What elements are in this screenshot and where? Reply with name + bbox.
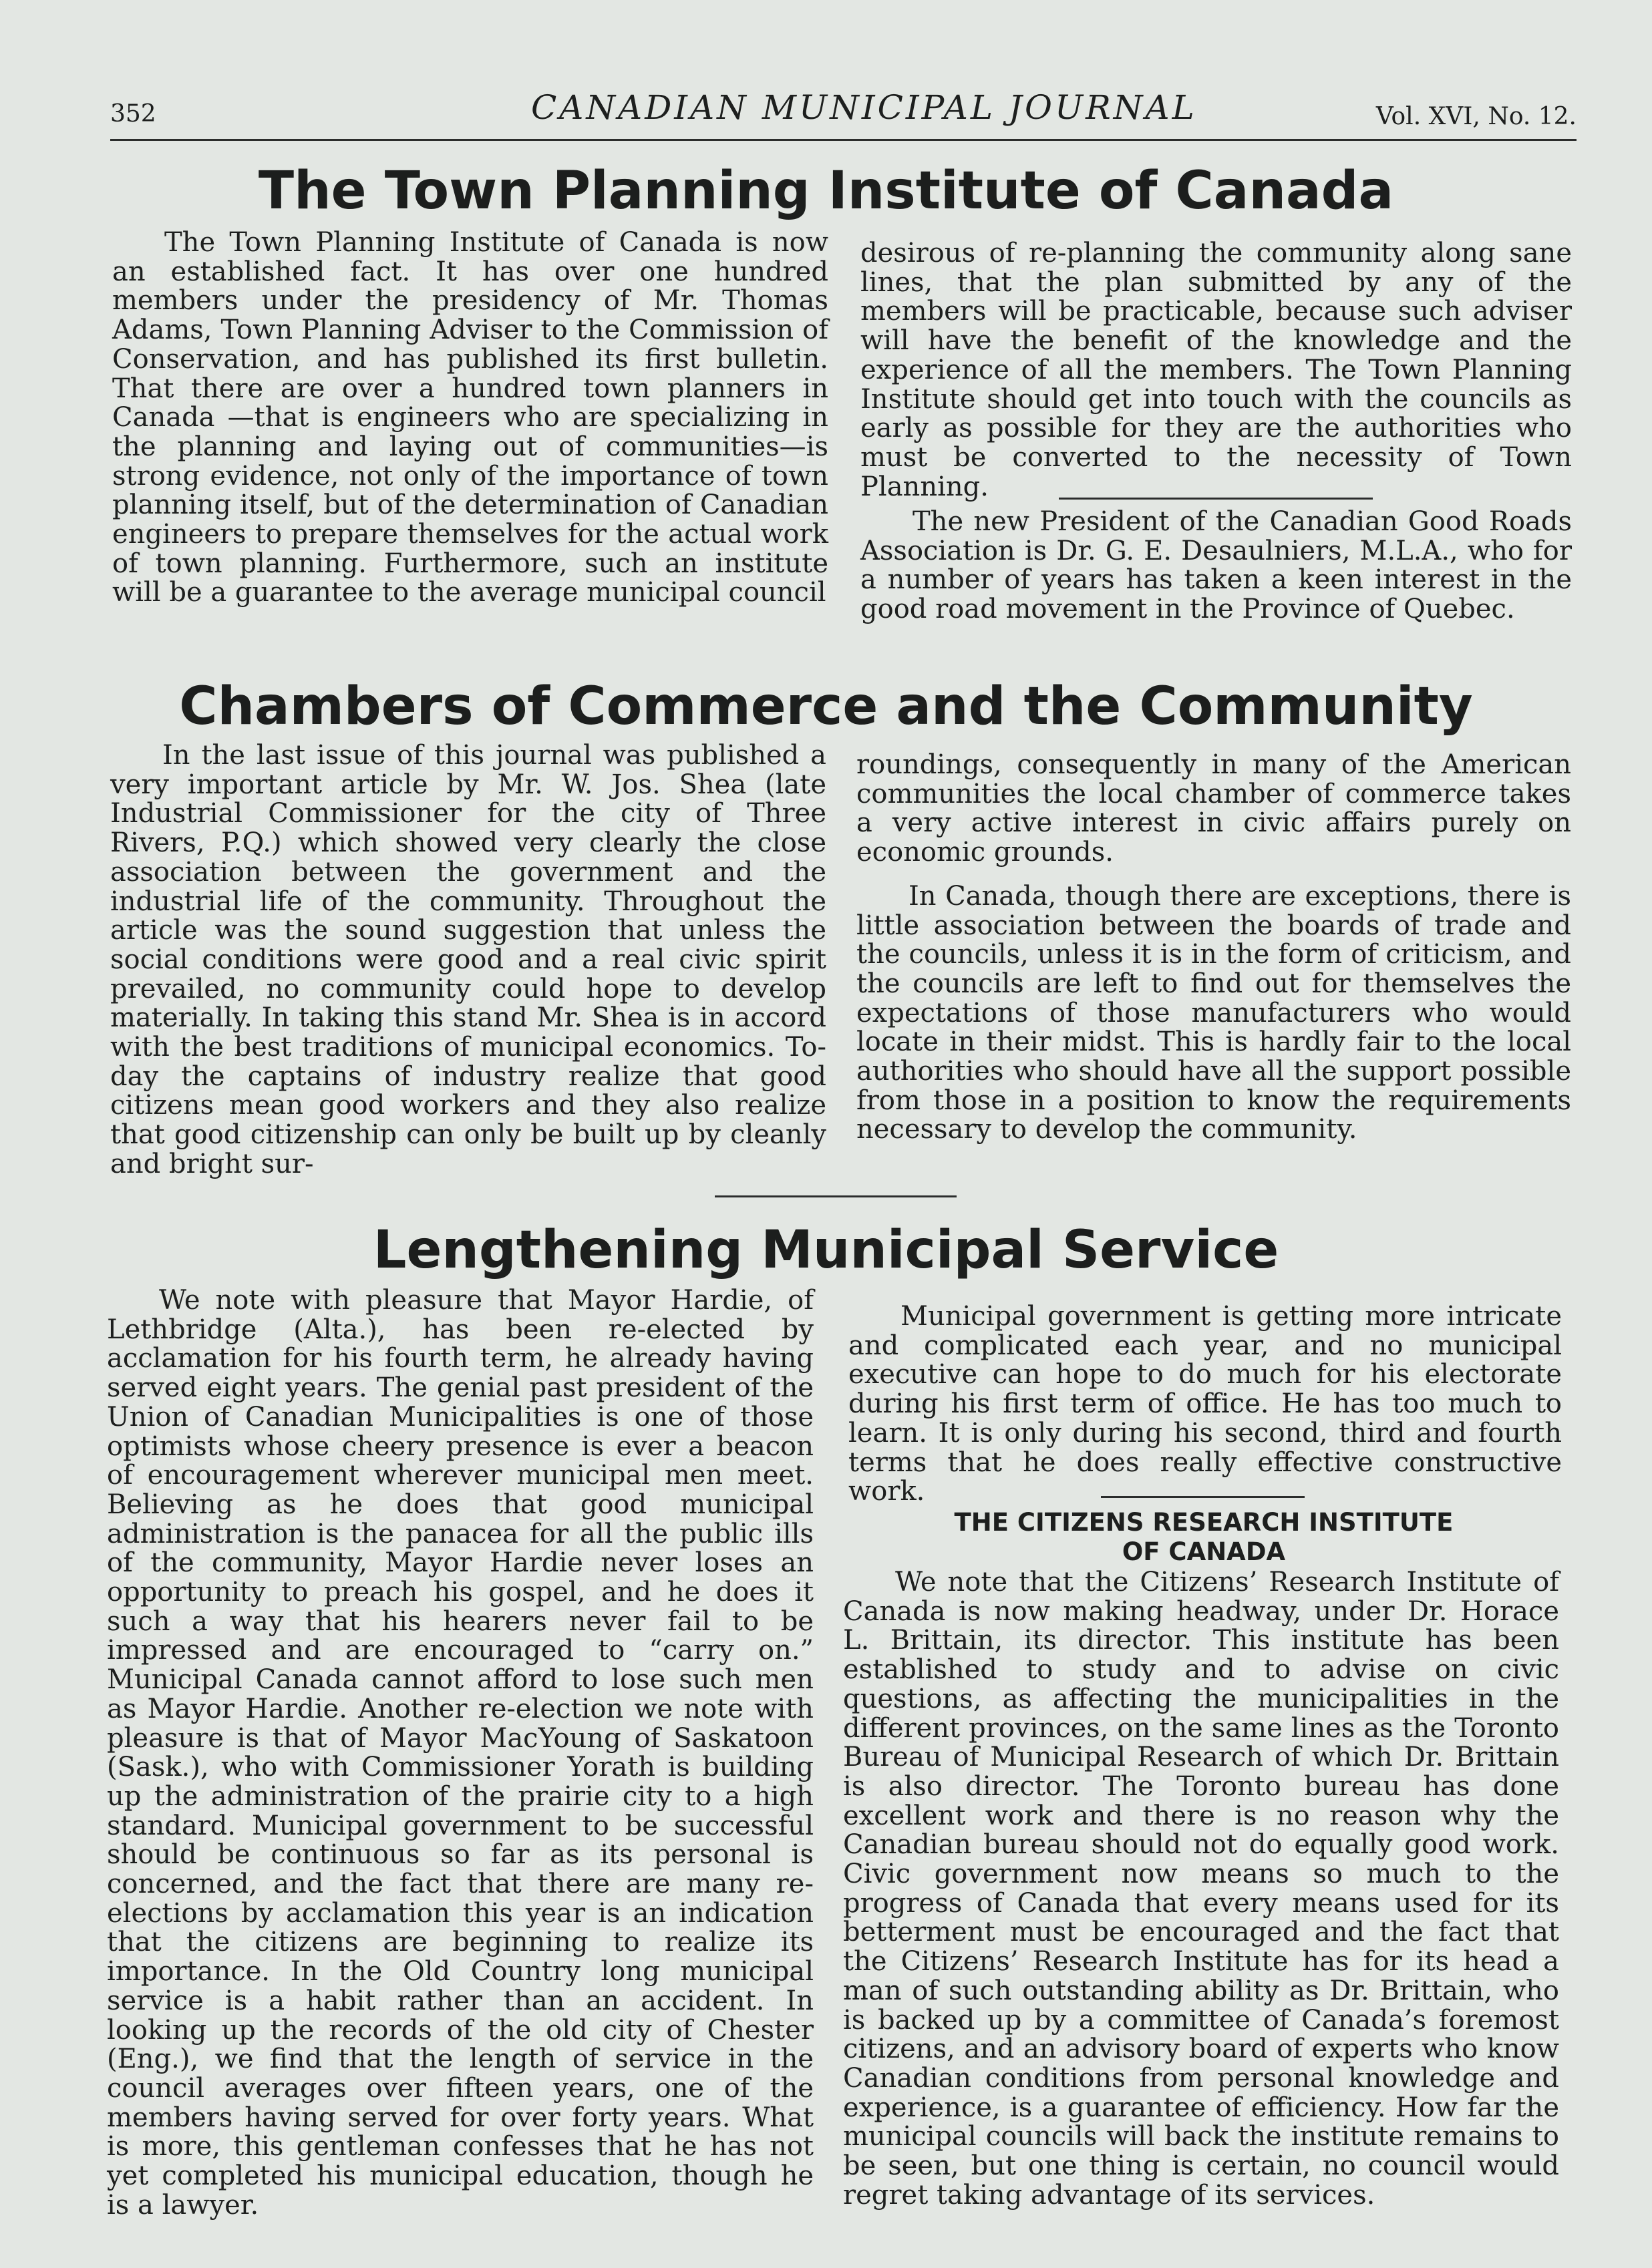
chambers-para1: In the last issue of this journal was published a very important article by Mr. W. Jos. Shea (late Industrial Commissioner for the city of Three Rivers, P.Q.) which showed very clearly the close association between the government and the industrial life of the community. Throughout the article was the sound suggestion that unless the social conditions were good and a real civic spirit prevailed, no community could hope to develop materially. In taking this stand Mr. Shea is in accord with the best traditions of municipal economics. To-day the captains of industry realize that good citizens mean good workers and they also realize that good citizenship can only be built up by cleanly and bright sur- <box>110 740 826 1179</box>
citizens-research-heading <box>843 1508 1564 1567</box>
town-planning-col2 <box>860 239 1572 502</box>
lengthening-col1 <box>107 1286 814 2221</box>
volume-number: Vol. XVI, No. 12. <box>1375 103 1577 130</box>
page-header <box>110 88 1577 141</box>
chambers-col2 <box>856 751 1571 1145</box>
chambers-para2: roundings, consequently in many of the American communities the local chamber of commerce takes a very active interest in civic affairs purely on economic grounds. <box>856 749 1571 868</box>
column-divider-rule <box>1059 498 1373 500</box>
section-divider-rule <box>715 1195 957 1197</box>
good-roads-note <box>860 508 1572 624</box>
lengthening-title: Lengthening Municipal Service <box>373 1220 1279 1280</box>
town-planning-para1: The Town Planning Institute of Canada is now an established fact. It has over one hundred members under the presidency of Mr. Thomas Adams, Town Planning Adviser to the Commission of Conservation, and has published its first bulletin. That there are over a hundred town planners in Canada —that is engineers who are specializing in the planning and laying out of communities—is strong evidence, not only of the importance of town planning itself, but of the determination of Canadian engineers to prepare themselves for the actual work of town planning. Furthermore, such an institute will be a guarantee to the average municipal council <box>112 227 828 608</box>
chambers-col1 <box>110 741 826 1179</box>
lengthening-col2 <box>848 1302 1562 1507</box>
citizens-research-heading-line1: THE CITIZENS RESEARCH INSTITUTE <box>954 1508 1454 1537</box>
citizens-research-body <box>843 1568 1559 2210</box>
lengthening-para2: Municipal government is getting more intricate and complicated each year, and no municipal executive can hope to do much for his electorate during his first term of office. He has too much to learn. It is only during his second, third and fourth terms that he does really effective constructive work. <box>848 1301 1562 1507</box>
town-planning-title: The Town Planning Institute of Canada <box>258 161 1394 221</box>
town-planning-para2: desirous of re-planning the community along sane lines, that the plan submitted by any of the members will be practicable, because such adviser will have the benefit of the knowledge and the experience of all the members. The Town Planning Institute should get into touch with the councils as early as possible for they are the authorities who must be converted to the necessity of Town Planning. <box>860 238 1572 502</box>
subsection-divider-rule <box>1101 1496 1305 1498</box>
chambers-para3: In Canada, though there are exceptions, there is little association between the boards of trade and the councils, unless it is in the form of criticism, and the councils are left to find out for themselves the expectations of those manufacturers who would locate in their midst. This is hardly fair to the local authorities who should have all the support possible from those in a position to know the requirements necessary to develop the community. <box>856 880 1571 1145</box>
journal-title: CANADIAN MUNICIPAL JOURNAL <box>531 88 1197 127</box>
lengthening-para1: We note with pleasure that Mayor Hardie, of Lethbridge (Alta.), has been re-elected by acclamation for his fourth term, he already having served eight years. The genial past president of the Union of Canadian Municipalities is one of those optimists whose cheery presence is ever a beacon of encouragement wherever municipal men meet. Believing as he does that good municipal administration is the panacea for all the public ills of the community, Mayor Hardie never loses an opportunity to preach his gospel, and he does it such a way that his hearers never fail to be impressed and are encouraged to “carry on.” Municipal Canada cannot afford to lose such men as Mayor Hardie. Another re-election we note with pleasure is that of Mayor MacYoung of Saskatoon (Sask.), who with Commissioner Yorath is building up the administration of the prairie city to a high standard. Municipal government to be successful should be continuous so far as its personal is concerned, and the fact that there are many re-elections by acclamation this year is an indication that the citizens are beginning to realize its importance. In the Old Country long municipal service is a habit rather than an accident. In looking up the records of the old city of Chester (Eng.), we find that the length of service in the council averages over fifteen years, one of the members having served for over forty years. What is more, this gentleman confesses that he has not yet completed his municipal education, though he is a lawyer. <box>107 1285 814 2221</box>
citizens-research-para: We note that the Citizens’ Research Institute of Canada is now making headway, under Dr. Horace L. Brittain, its director. This institute has been established to study and to advise on civic questions, as affecting the municipalities in the different provinces, on the same lines as the Toronto Bureau of Municipal Research of which Dr. Brittain is also director. The Toronto bureau has done excellent work and there is no reason why the Canadian bureau should not do equally good work. Civic government now means so much to the progress of Canada that every means used for its betterment must be encouraged and the fact that the Citizens’ Research Institute has for its head a man of such outstanding ability as Dr. Brittain, who is backed up by a committee of Canada’s foremost citizens, and an advisory board of experts who know Canadian conditions from personal knowledge and experience, is a guarantee of efficiency. How far the municipal councils will back the institute remains to be seen, but one thing is certain, no council would regret taking advantage of its services. <box>843 1567 1559 2211</box>
page-number: 352 <box>110 100 156 128</box>
citizens-research-heading-line2: OF CANADA <box>1122 1537 1286 1566</box>
town-planning-col1 <box>112 228 828 608</box>
chambers-title: Chambers of Commerce and the Community <box>179 677 1473 737</box>
good-roads-para: The new President of the Canadian Good Roads Association is Dr. G. E. Desaulniers, M.L.A., who for a number of years has taken a keen interest in the good road movement in the Province of Quebec. <box>860 506 1572 625</box>
